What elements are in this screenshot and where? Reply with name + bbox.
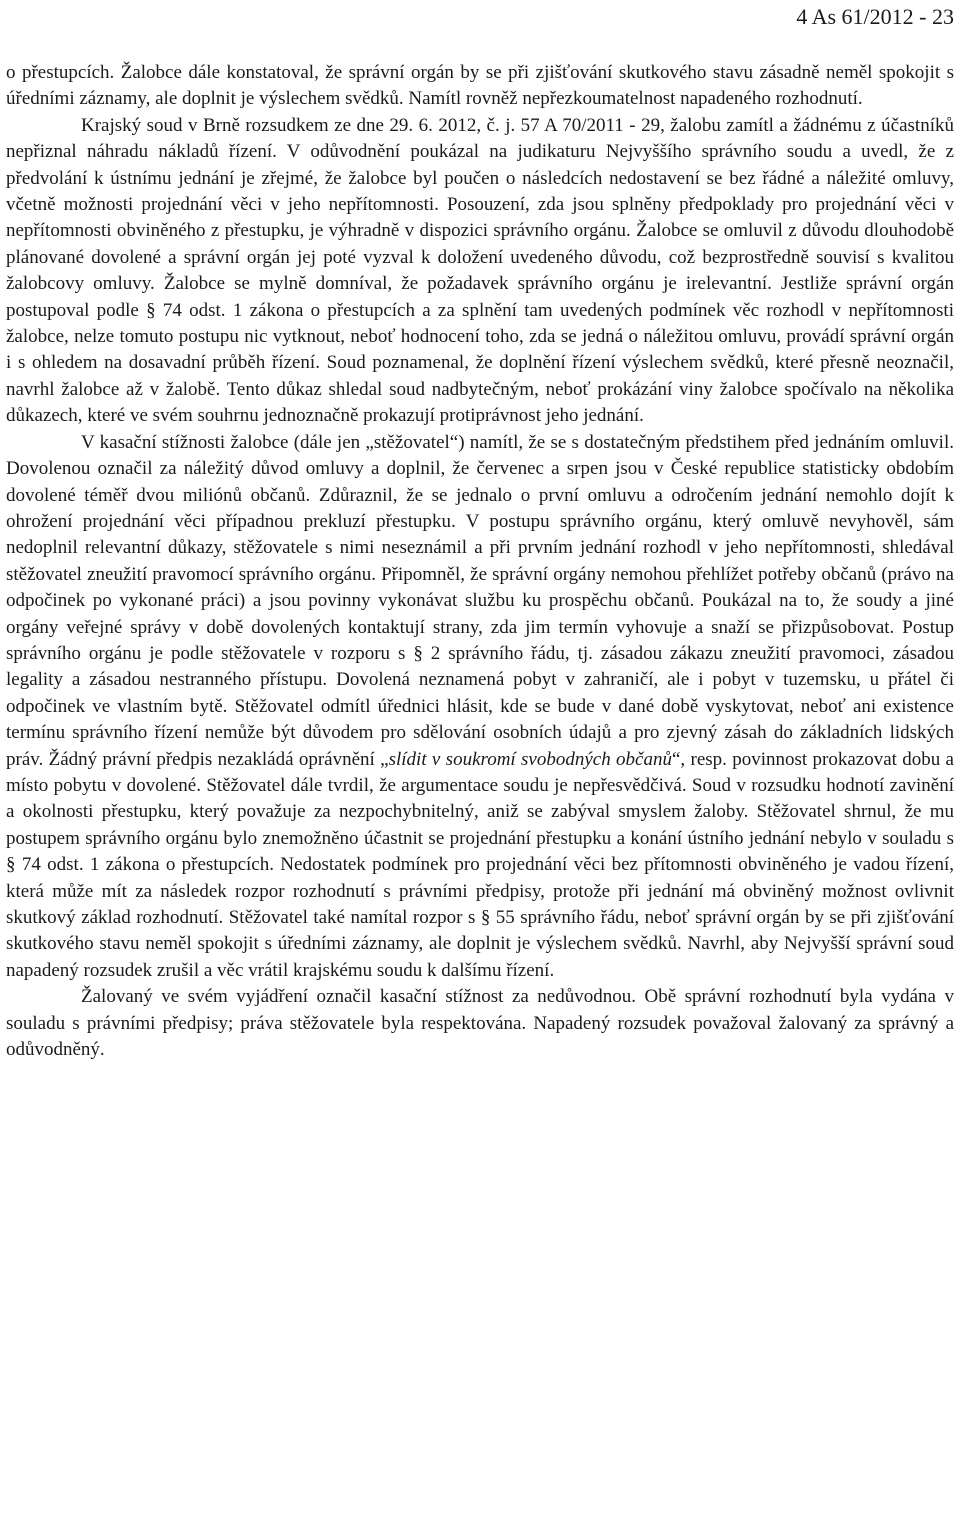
case-reference-header: 4 As 61/2012 - 23 xyxy=(796,4,954,29)
paragraph-regional-court-judgment: Krajský soud v Brně rozsudkem ze dne 29. 6. 2012, č. j. 57 A 70/2011 - 29, žalobu zamítl a žádnému z účastníků nepřiznal náhradu nákladů řízení. V odůvodnění poukázal na judikaturu Nejvyššího správního soudu a uvedl, že z předvolání k ústnímu jednání je zřejmé, že žalobce byl poučen o následcích nedostavení se bez řádné a náležité omluvy, včetně možnosti projednání věci v jeho nepřítomnosti. Posouzení, zda jsou splněny předpoklady pro projednání věci v nepřítomnosti obviněného z přestupku, je výhradně v dispozici správního orgánu. Žalobce se omluvil z důvodu dlouhodobě plánované dovolené a správní orgán jej poté vyzval k doložení uvedeného důvodu, což bezprostředně souvisí s kvalitou žalobcovy omluvy. Žalobce se mylně domníval, že požadavek správního orgánu je irelevantní. Jestliže správní orgán postupoval podle § 74 odst. 1 zákona o přestupcích a za splnění tam uvedených podmínek věc rozhodl v nepřítomnosti žalobce, nelze tomuto postupu nic vytknout, neboť hodnocení toho, zda se jedná o náležitou omluvu, provádí správní orgán i s ohledem na dosavadní průběh řízení. Soud poznamenal, že doplnění řízení výslechem svědků, které přesně neoznačil, navrhl žalobce až v žalobě. Tento důkaz shledal soud nadbytečným, neboť prokázání viny žalobce spočívalo na několika důkazech, které ve svém souhrnu jednoznačně prokazují protiprávnost jeho jednání. xyxy=(6,114,954,427)
paragraph-continuation: o přestupcích. Žalobce dále konstatoval, že správní orgán by se při zjišťování skutkového stavu zásadně neměl spokojit s úředními záznamy, ale doplnit je výslechem svědků. Namítl rovněž nepřezkoumatelnost napadeného rozhodnutí. xyxy=(6,62,954,110)
complaint-text-part-2: “, resp. povinnost prokazovat dobu a místo pobytu v dovolené. Stěžovatel dále tvrdil, že argumentace soudu je nepřesvědčivá. Soud v rozsudku hodnotí zavinění a okolnosti přestupku, který považuje za nezpochybnitelný, aniž se zabýval smyslem žaloby. Stěžovatel shrnul, že mu postupem správního orgánu bylo znemožněno účastnit se projednání přestupku a konání ústního jednání nebylo v souladu s § 74 odst. 1 zákona o přestupcích. Nedostatek podmínek pro projednání věci bez přítomnosti obviněného je vadou řízení, která může mít za následek rozpor rozhodnutí s právními předpisy, protože při jednání má obviněný možnost ovlivnit skutkový základ rozhodnutí. Stěžovatel také namítal rozpor s § 55 správního řádu, neboť správní orgán by se při zjišťování skutkového stavu neměl spokojit s úředními záznamy, ale doplnit je výslechem svědků. Navrhl, aby Nejvyšší správní soud napadený rozsudek zrušil a věc vrátil krajskému soudu k dalšímu řízení. xyxy=(6,748,954,981)
complaint-text-part-1: V kasační stížnosti žalobce (dále jen „stěžovatel“) namítl, že se s dostatečným předstihem před jednáním omluvil. Dovolenou označil za náležitý důvod omluvy a doplnil, že červenec a srpen jsou v České republice statisticky obdobím dovolené téměř dvou miliónů občanů. Zdůraznil, že se jednalo o první omluvu a odročením jednání nemohlo dojít k ohrožení projednání věci případnou prekluzí přestupku. V postupu správního orgánu, který omluvě nevyhověl, sám nedoplnil relevantní důkazy, stěžovatele s nimi neseznámil a při prvním jednání rozhodl v jeho nepřítomnosti, shledával stěžovatel zneužití pravomocí správního orgánu. Připomněl, že správní orgány nemohou přehlížet potřeby občanů (právo na odpočinek po vykonané práci) a jsou povinny vykonávat službu ku prospěchu občanů. Poukázal na to, že soudy a jiné orgány veřejné správy v době dovolených kontaktují strany, zda jim termín vyhovuje a snaží se přizpůsobovat. Postup správního orgánu je podle stěžovatele v rozporu s § 2 správního řádu, tj. zásadou zákazu zneužití pravomoci, zásadou legality a zásadou nestranného přístupu. Dovolená neznamená pobyt v zahraničí, ale i pobyt v tuzemsku, u přátel či odpočinek ve vlastním bytě. Stěžovatel odmítl úřednici hlásit, kde se bude v dané době vyskytovat, neboť ani existence termínu správního řízení nemůže být důvodem pro sdělování osobních údajů a pro zjevný zásah do základních lidských práv. Žádný právní předpis nezakládá oprávnění „ xyxy=(6,431,954,770)
complaint-italic-quote: slídit v soukromí svobodných občanů xyxy=(388,748,672,770)
paragraph-defendant-statement: Žalovaný ve svém vyjádření označil kasační stížnost za nedůvodnou. Obě správní rozhodnutí byla vydána v souladu s právními předpisy; práva stěžovatele byla respektována. Napadený rozsudek považoval žalovaný za správný a odůvodněný. xyxy=(6,986,954,1061)
paragraph-cassation-complaint xyxy=(6,430,954,985)
document-body xyxy=(6,60,954,1063)
